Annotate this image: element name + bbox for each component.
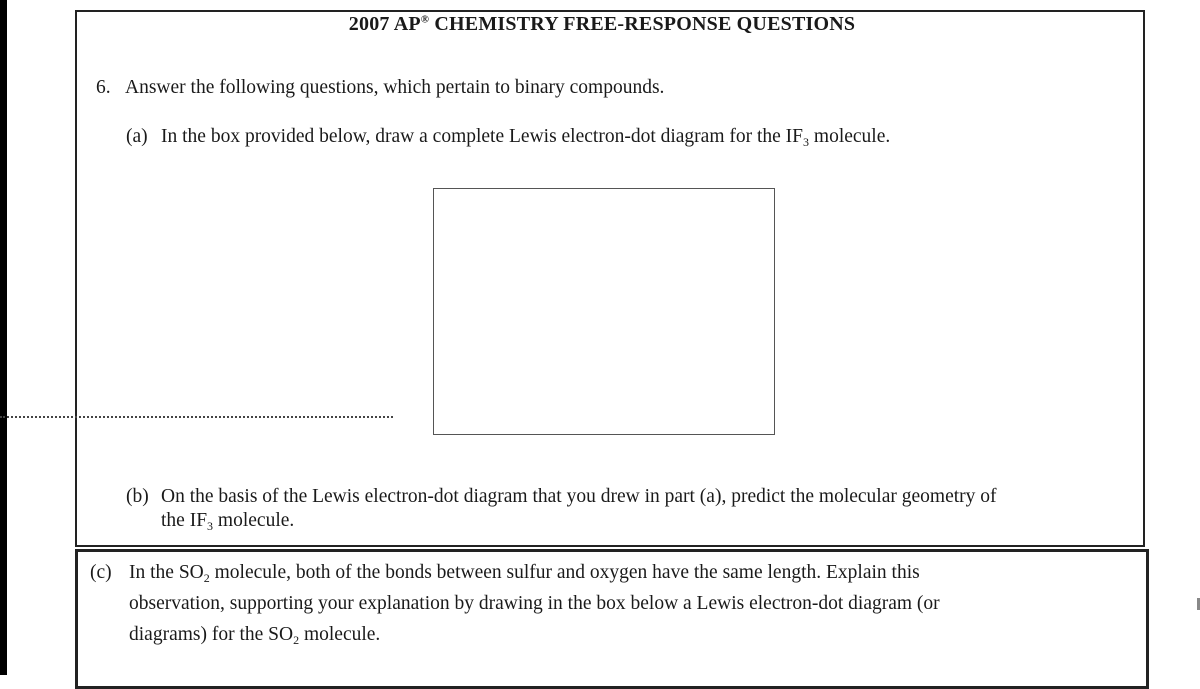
part-b-line-2: the $IF_3$ molecule. [161, 510, 295, 533]
dotted-divider [0, 416, 393, 418]
question-number: 6. [96, 77, 111, 98]
lewis-diagram-answer-box[interactable] [433, 188, 775, 435]
part-c-line-3: diagrams) for the $SO_2$ molecule. [129, 624, 381, 647]
part-b-line-1: On the basis of the Lewis electron-dot diagram that you drew in part (a), predict the molecular geometry of [161, 486, 997, 507]
part-b-label: (b) [126, 486, 149, 507]
page-header: 2007 AP® CHEMISTRY FREE-RESPONSE QUESTIONS [348, 13, 856, 35]
question-prompt: Answer the following questions, which pertain to binary compounds. [125, 77, 665, 98]
part-c-label: (c) [90, 562, 112, 583]
part-c-line-1: In the $SO_2$ molecule, both of the bonds between sulfur and oxygen have the same length. Explain this [129, 562, 920, 585]
left-edge-bar [0, 0, 7, 675]
part-a-label: (a) [126, 126, 148, 147]
part-a-text: In the box provided below, draw a complete Lewis electron-dot diagram for the $IF_3$ molecule. [161, 126, 891, 149]
part-c-line-2: observation, supporting your explanation by drawing in the box below a Lewis electron-dot diagram (or [129, 593, 940, 614]
